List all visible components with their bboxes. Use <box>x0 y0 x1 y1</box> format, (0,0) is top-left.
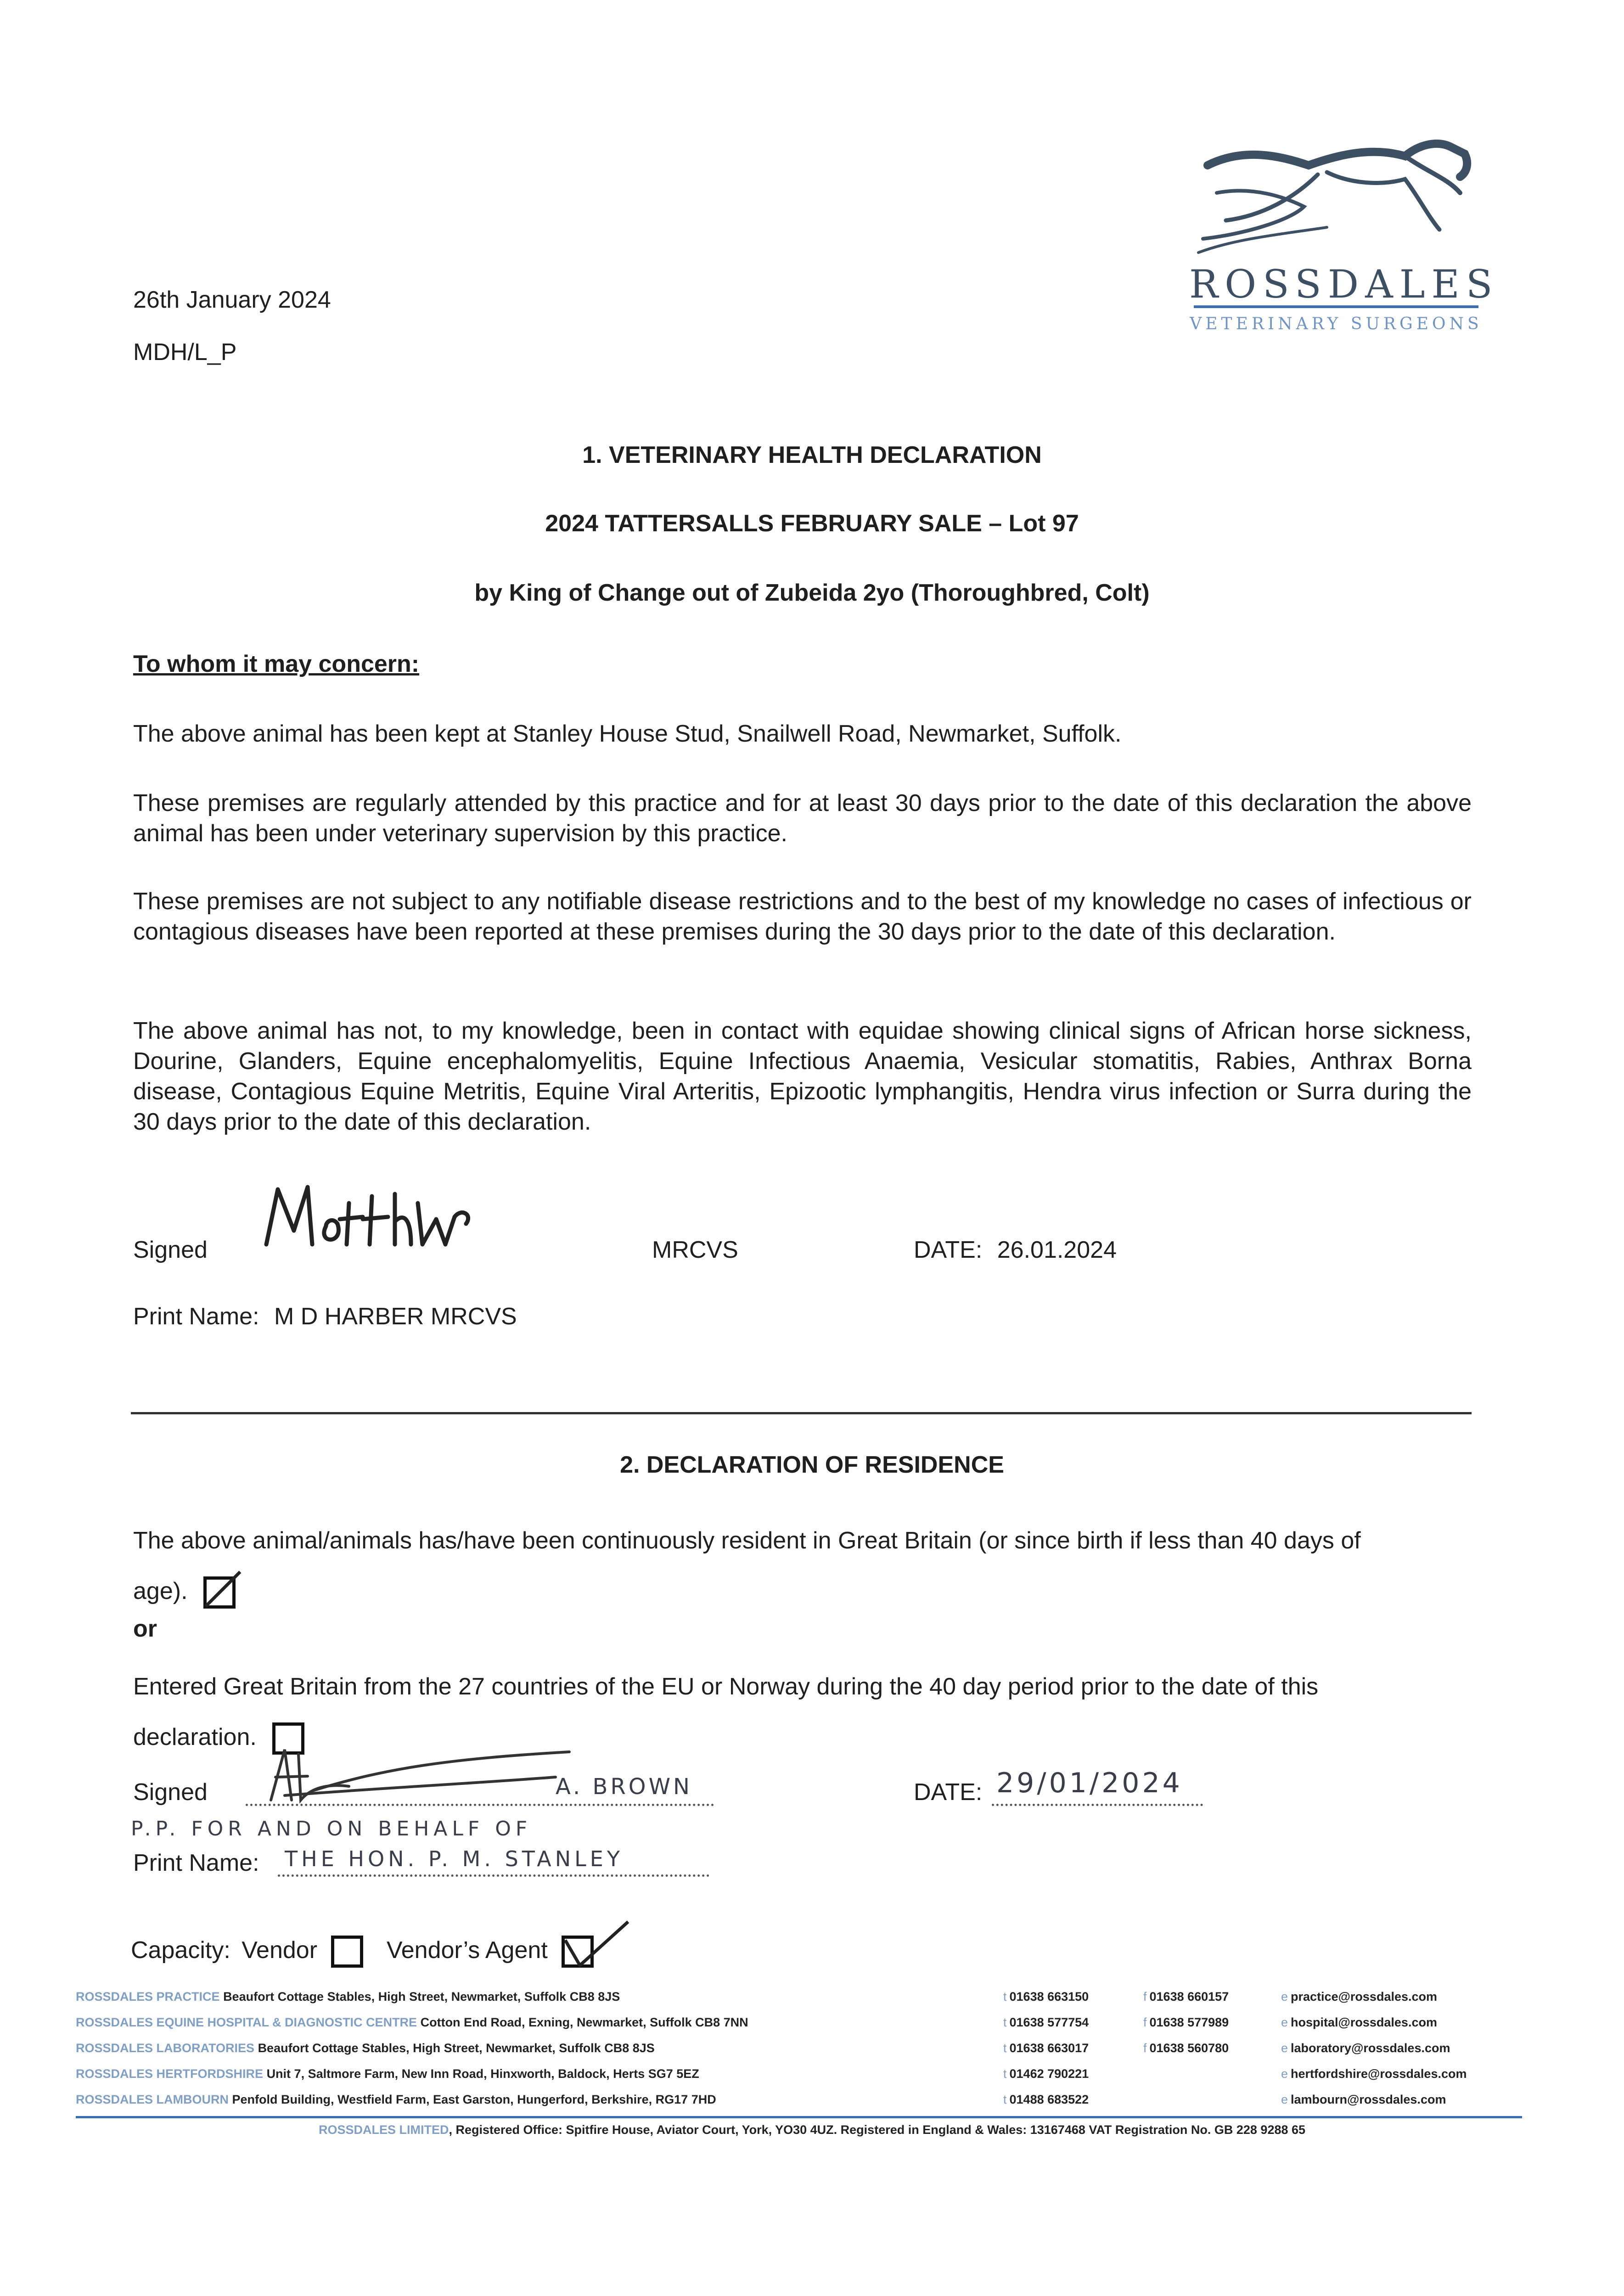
paragraph-premises: The above animal has been kept at Stanley House Stud, Snailwell Road, Newmarket, Suffolk. <box>133 720 1122 747</box>
salutation: To whom it may concern: <box>133 651 420 677</box>
office-tel: 01488 683522 <box>1009 2093 1089 2106</box>
residence-date: 29/01/2024 <box>996 1767 1183 1799</box>
paragraph-supervision: These premises are regularly attended by this practice and for at least 30 days prior to the date of this declaration the above animal has been under veterinary supervision by this practice. <box>133 790 1472 847</box>
option1-checkbox[interactable] <box>203 1576 240 1609</box>
print-name-label: Print Name: <box>133 1303 259 1330</box>
email-prefix: e <box>1281 2041 1288 2055</box>
signed-label: Signed <box>133 1237 208 1263</box>
fax-prefix: f <box>1143 2015 1147 2029</box>
office-tel: 01638 577754 <box>1009 2015 1089 2029</box>
print-name-value: M D HARBER MRCVS <box>274 1303 517 1330</box>
office-name: ROSSDALES EQUINE HOSPITAL & DIAGNOSTIC CENTRE <box>76 2015 417 2029</box>
registered-name: ROSSDALES LIMITED <box>318 2123 449 2137</box>
paragraph-diseases: The above animal has not, to my knowledge, been in contact with equidae showing clinical signs of African horse sickness, Dourine, Glanders, Equine encephalomyelitis, Equine Infectious Anaemia, Vesicular stomatitis, Rabies, Anthrax Borna disease, Contagious Equine Metritis, Equine Viral Arteritis, Epizootic lymphangitis, Hendra virus infection or Surra during the 30 days prior to the date of this declaration. <box>133 1018 1472 1135</box>
tel-prefix: t <box>1003 2067 1007 2081</box>
horse-description: by King of Change out of Zubeida 2yo (Thoroughbred, Colt) <box>474 580 1150 606</box>
tel-prefix: t <box>1003 2015 1007 2029</box>
fax-prefix: f <box>1143 1990 1147 2003</box>
office-name: ROSSDALES LABORATORIES <box>76 2041 255 2055</box>
office-tel: 01638 663017 <box>1009 2041 1089 2055</box>
registered-office-line <box>0 2122 1624 2138</box>
logo-name: ROSSDALES <box>1189 262 1499 307</box>
option2-text: Entered Great Britain from the 27 countries of the EU or Norway during the 40 day period prior to the date of this declaration. <box>133 1673 1319 1750</box>
email-prefix: e <box>1281 2067 1288 2081</box>
logo-rule <box>1194 305 1478 308</box>
horse-logo-icon <box>1189 129 1483 266</box>
or-label: or <box>133 1615 157 1642</box>
tel-prefix: t <box>1003 1990 1007 2003</box>
footer-office-row <box>76 2065 699 2082</box>
office-address: Beaufort Cottage Stables, High Street, Newmarket, Suffolk CB8 8JS <box>223 1990 620 2003</box>
vendor-checkbox[interactable] <box>331 1936 368 1968</box>
office-email[interactable]: hertfordshire@rossdales.com <box>1291 2067 1467 2081</box>
office-address: Unit 7, Saltmore Farm, New Inn Road, Hinxworth, Baldock, Herts SG7 5EZ <box>266 2067 699 2081</box>
vendor-signature <box>257 1740 579 1805</box>
vendors-agent-label: Vendor’s Agent <box>386 1937 548 1964</box>
office-address: Penfold Building, Westfield Farm, East Garston, Hungerford, Berkshire, RG17 7HD <box>232 2093 716 2106</box>
registered-office: , Registered Office: Spitfire House, Aviator Court, York, YO30 4UZ. Registered in England & Wales: 13167468 VAT Registration No. GB 228 9288 65 <box>449 2123 1306 2137</box>
capacity-label: Capacity: <box>131 1937 230 1964</box>
office-email[interactable]: hospital@rossdales.com <box>1291 2015 1437 2029</box>
section1-title: 1. VETERINARY HEALTH DECLARATION <box>582 442 1042 468</box>
office-email[interactable]: lambourn@rossdales.com <box>1291 2093 1446 2106</box>
office-tel: 01638 663150 <box>1009 1990 1089 2003</box>
office-name: ROSSDALES HERTFORDSHIRE <box>76 2067 264 2081</box>
footer-office-row <box>76 1988 620 2005</box>
residence-option-continuous <box>133 1515 1400 1616</box>
footer-office-row <box>76 2040 655 2056</box>
footer-office-row <box>76 2014 748 2031</box>
email-prefix: e <box>1281 1990 1288 2003</box>
tel-prefix: t <box>1003 2041 1007 2055</box>
date-label-2: DATE: <box>914 1779 983 1806</box>
office-fax: 01638 577989 <box>1149 2015 1229 2029</box>
office-name: ROSSDALES PRACTICE <box>76 1990 220 2003</box>
vendor-label: Vendor <box>242 1937 318 1964</box>
office-fax: 01638 560780 <box>1149 2041 1229 2055</box>
qualification-label: MRCVS <box>652 1237 738 1263</box>
paragraph-restrictions: These premises are not subject to any notifiable disease restrictions and to the best of my knowledge no cases of infectious or contagious diseases have been reported at these premises during the 30 days prior to the date of this declaration. <box>133 888 1472 945</box>
vet-signature <box>257 1176 487 1254</box>
section2-title: 2. DECLARATION OF RESIDENCE <box>620 1452 1004 1478</box>
office-email[interactable]: practice@rossdales.com <box>1291 1990 1438 2003</box>
email-prefix: e <box>1281 2015 1288 2029</box>
tel-prefix: t <box>1003 2093 1007 2106</box>
date-label: DATE: <box>914 1237 983 1263</box>
footer-office-row <box>76 2091 716 2108</box>
fax-prefix: f <box>1143 2041 1147 2055</box>
office-email[interactable]: laboratory@rossdales.com <box>1291 2041 1450 2055</box>
declaration-date: 26.01.2024 <box>997 1237 1117 1263</box>
letter-reference: MDH/L_P <box>133 339 237 366</box>
print-name-value-2: THE HON. P. M. STANLEY <box>285 1846 624 1871</box>
handwritten-name: A. BROWN <box>556 1774 692 1800</box>
office-fax: 01638 660157 <box>1149 1990 1229 2003</box>
office-name: ROSSDALES LAMBOURN <box>76 2093 229 2106</box>
email-prefix: e <box>1281 2093 1288 2106</box>
print-name-label-2: Print Name: <box>133 1850 259 1876</box>
option1-text: The above animal/animals has/have been continuously resident in Great Britain (or since birth if less than 40 days of age). <box>133 1527 1361 1604</box>
company-logo <box>1189 129 1499 349</box>
office-tel: 01462 790221 <box>1009 2067 1089 2081</box>
pp-note: P.P. FOR AND ON BEHALF OF <box>131 1817 532 1840</box>
footer-rule <box>76 2116 1522 2118</box>
office-address: Beaufort Cottage Stables, High Street, Newmarket, Suffolk CB8 8JS <box>258 2041 655 2055</box>
signed-label-2: Signed <box>133 1779 208 1806</box>
logo-tagline: VETERINARY SURGEONS <box>1190 315 1483 333</box>
vendors-agent-checkbox[interactable] <box>562 1936 598 1968</box>
office-address: Cotton End Road, Exning, Newmarket, Suffolk CB8 7NN <box>420 2015 748 2029</box>
sale-title: 2024 TATTERSALLS FEBRUARY SALE – Lot 97 <box>545 510 1079 537</box>
section-divider <box>131 1412 1472 1414</box>
letter-date: 26th January 2024 <box>133 287 331 313</box>
